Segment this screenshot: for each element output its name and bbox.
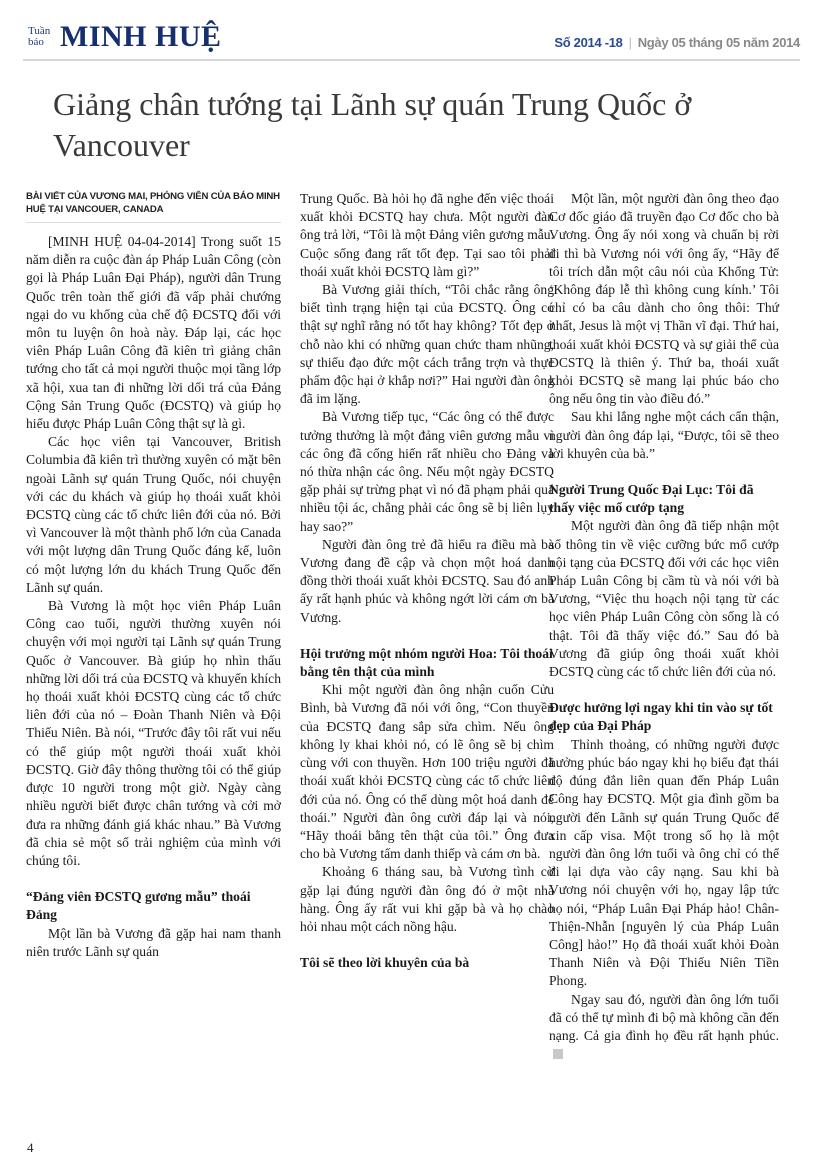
section-heading: “Đảng viên ĐCSTQ gương mẫu” thoái Đảng bbox=[26, 889, 251, 923]
masthead-kicker bbox=[28, 26, 50, 48]
paragraph: [MINH HUỆ 04-04-2014] Trong suốt 15 năm diễn ra cuộc đàn áp Pháp Luân Công (còn gọi là Pháp Luân Đại Pháp), người dân Trung Quốc trên toàn thế giới đã vấp phải chướng ngại do vu khống của chế độ ĐCSTQ đối với môn tu luyện ôn hoà này. Đáp lại, các học viên Pháp Luân Công đã kiên trì giảng chân tướng cho tất cả mọi người thuộc mọi tầng lớp xã hội, xua tan đi những lời dối trá của Đảng Cộng Sản Trung Quốc (ĐCSTQ) và giúp họ hiểu được Pháp Luân Công thật sự là gì. bbox=[26, 234, 281, 432]
publication-name: MINH HUỆ bbox=[60, 20, 222, 53]
paragraph: Một người đàn ông đã tiếp nhận một số thông tin về việc cưỡng bức mổ cướp nội tạng của ĐCSTQ đối với các học viên Pháp Luân Công bị cầm tù và nói với bà Vương, “Việc thu hoạch nội tạng từ các học viên Pháp Luân Công còn sống là có thật. Tôi đã thấy việc đó.” Sau đó bà Vương đã giúp ông thoái xuất khỏi ĐCSTQ cùng các tổ chức liên đới của nó. bbox=[549, 518, 779, 680]
masthead bbox=[25, 22, 800, 56]
paragraph: Khi một người đàn ông nhận cuốn Cửu Bình, bà Vương đã nói với ông, “Con thuyền của ĐCSTQ đang sắp sửa chìm. Nếu ông không ly khai khỏi nó, có lẽ ông sẽ bị chìm cùng với con thuyền. Hơn 100 triệu người đã thoái xuất khỏi ĐCSTQ cùng các tổ chức liên đới của nó. Ông có thể dùng một hoá danh để thoái.” Người đàn ông cười đáp lại và nói, “Hãy thoái bằng tên thật của tôi.” Ông đưa cho bà Vương tấm danh thiếp và cám ơn bà. bbox=[300, 682, 554, 862]
paragraph: Bà Vương tiếp tục, “Các ông có thể được tưởng thưởng là một đảng viên gương mẫu vì các ông đã cống hiến rất nhiều cho Đảng và nó thừa nhận các ông. Nếu một ngày ĐCSTQ gặp phải sự trừng phạt vì nó đã phạm phải quá nhiều tội ác, chẳng phải các ông sẽ bị liên lụy hay sao?” bbox=[300, 409, 554, 534]
paragraph: Khoảng 6 tháng sau, bà Vương tình cờ gặp lại đúng người đàn ông đó ở một nhà hàng. Ông ấy rất vui khi gặp bà và họ chào hỏi nhau một cách nồng hậu. bbox=[300, 864, 554, 934]
masthead-kicker-line1: Tuần bbox=[28, 25, 51, 37]
article-column-3 bbox=[549, 190, 779, 1063]
section-heading: Được hưởng lợi ngay khi tin vào sự tốt đẹp của Đại Pháp bbox=[549, 700, 773, 734]
article-column-1 bbox=[26, 190, 281, 961]
paragraph-text: Ngay sau đó, người đàn ông lớn tuổi đã có thể tự mình đi bộ mà không cần đến nạng. Cả gia đình họ đều rất hạnh phúc. bbox=[549, 991, 779, 1043]
paragraph: Một lần, một người đàn ông theo đạo Cơ đốc giáo đã truyền đạo Cơ đốc cho bà Vương. Ông ấy nói xong và chuẩn bị rời đi thì bà Vương nói với ông ấy, “Hãy để tôi trích dẫn một câu nói của Khổng Tử: ‘Không đáp lễ thì không cung kính.’ Tôi chỉ có ba câu dành cho ông thôi: Thứ nhất, Jesus là một vị Thần vĩ đại. Thứ hai, thoái xuất khỏi ĐCSTQ và sự giải thể của ĐCSTQ là thiên ý. Thứ ba, thoái xuất khỏi ĐCSTQ sẽ mang lại phúc báo cho ông nếu ông tin vào điều đó.” bbox=[549, 191, 779, 407]
page-number: 4 bbox=[27, 1140, 34, 1155]
article-title: Giảng chân tướng tại Lãnh sự quán Trung Quốc ở Vancouver bbox=[53, 86, 692, 163]
article-column-2 bbox=[300, 190, 554, 972]
article-byline: BÀI VIẾT CỦA VƯƠNG MAI, PHÓNG VIÊN CỦA BÁO MINH HUỆ TẠI VANCOUER, CANADA bbox=[26, 190, 281, 223]
section-heading: Tôi sẽ theo lời khuyên của bà bbox=[300, 955, 470, 971]
paragraph: Người đàn ông trẻ đã hiểu ra điều mà bà Vương đang đề cập và chọn một hoá danh đồng thời thoái xuất khỏi ĐCSTQ. Sau đó anh ấy rất hạnh phúc và không ngớt lời cám ơn bà Vương. bbox=[300, 536, 554, 625]
paragraph: Bà Vương giải thích, “Tôi chắc rằng ông biết tình trạng hiện tại của ĐCSTQ. Ông có thật sự nghĩ rằng nó tốt hay không? Tốt đẹp ở chỗ nào khi có những quan chức tham nhũng, sự thiếu đạo đức một cách trắng trợn và thực phẩm độc hại ở khắp nơi?” Hai người đàn ông đã im lặng. bbox=[300, 282, 554, 407]
issue-info bbox=[554, 35, 800, 50]
section-heading: Hội trưởng một nhóm người Hoa: Tôi thoái bằng tên thật của mình bbox=[300, 645, 553, 680]
masthead-kicker-line2: báo bbox=[28, 36, 44, 48]
issue-separator: | bbox=[628, 35, 632, 50]
paragraph: Trung Quốc. Bà hỏi họ đã nghe đến việc thoái xuất khỏi ĐCSTQ hay chưa. Một người đàn ông trả lời, “Tôi là một Đảng viên gương mẫu. Cuộc sống đang rất tốt đẹp. Tại sao tôi phải thoái xuất khỏi ĐCSTQ làm gì?” bbox=[300, 191, 554, 279]
paragraph: Một lần bà Vương đã gặp hai nam thanh niên trước Lãnh sự quán bbox=[26, 925, 281, 959]
paragraph: Sau khi lắng nghe một cách cẩn thận, người đàn ông đáp lại, “Được, tôi sẽ theo lời khuyên của bà.” bbox=[549, 409, 779, 461]
paragraph: Các học viên tại Vancouver, British Columbia đã kiên trì thường xuyên có mặt bên ngoài Lãnh sự quán Trung Quốc, nói chuyện với các du khách và giúp họ thoái xuất khỏi ĐCSTQ cùng các tổ chức liên đới của nó. Bởi vì Vancouver là một thành phố lớn của Canada với một lượng dân Trung Quốc đáng kể, luôn có một lượng lớn du khách Trung Quốc đến Lãnh sự quán. bbox=[26, 434, 281, 595]
issue-number: Số 2014 -18 bbox=[554, 35, 623, 50]
issue-date: Ngày 05 tháng 05 năm 2014 bbox=[637, 35, 800, 50]
masthead-divider bbox=[23, 59, 800, 61]
paragraph-last bbox=[549, 991, 779, 1064]
paragraph: Thỉnh thoảng, có những người được hưởng phúc báo ngay khi họ biểu đạt thái độ đúng đắn liên quan đến Pháp Luân Công hay ĐCSTQ. Một gia đình gồm ba người đến Lãnh sự quán Trung Quốc để xin cấp visa. Một trong số họ là một người đàn ông lớn tuổi và ông chỉ có thể đi lại dựa vào cây nạng. Sau khi bà Vương nói chuyện với họ, ngay lập tức họ nói, “Pháp Luân Đại Pháp hảo! Chân-Thiện-Nhẫn [nguyên lý của Pháp Luân Công] hảo!” Họ đã thoái xuất khỏi Đoàn Thanh Niên và Đội Thiếu Niên Tiền Phong. bbox=[549, 736, 779, 989]
paragraph: Bà Vương là một học viên Pháp Luân Công cao tuổi, người thường xuyên nói chuyện với mọi người tại Lãnh sự quán Trung Quốc ở Vancouver. Bà giúp họ nhìn thấu những lời dối trá của ĐCSTQ và khuyến khích họ thoái xuất khỏi ĐCSTQ cùng các tổ chức liên đới của nó – Đoàn Thanh Niên và Đội Thiếu Niên. Bà nói, “Trước đây tôi rất vui nếu có thể giúp một người thoái xuất khỏi ĐCSTQ. Giờ đây thông thường tôi có thể giúp được 10 người trong một giờ. Ngày càng nhiều người biết được chân tướng và cởi mở đưa ra những đánh giá khác nhau.” Bà Vương đã chia sẻ một số trải nghiệm của mình với chúng tôi. bbox=[26, 598, 281, 868]
end-of-article-icon bbox=[553, 1049, 563, 1059]
section-heading: Người Trung Quốc Đại Lục: Tôi đã thấy việc mổ cướp tạng bbox=[549, 482, 754, 516]
